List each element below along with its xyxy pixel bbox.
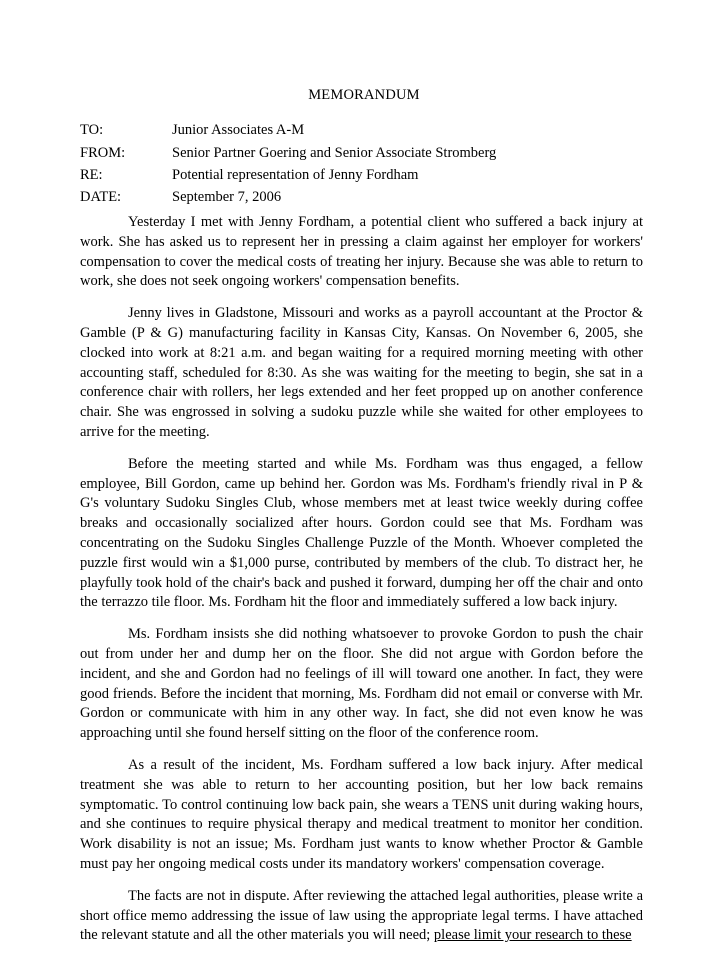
memo-body bbox=[80, 213, 643, 958]
date-value: September 7, 2006 bbox=[172, 189, 282, 205]
date-label: DATE: bbox=[80, 189, 122, 205]
underlined-instruction: please limit your research to these bbox=[433, 927, 632, 944]
paragraph: As a result of the incident, Ms. Fordham suffered a low back injury. After medical treatment she was able to return to her accounting position, but her low back remains symptomatic. To control continuing low back pain, she wears a TENS unit during waking hours, and she continues to require physical therapy and medical treatment to monitor her condition. Work disability is not an issue; Ms. Fordham just wants to know whether Proctor & Gamble must pay her ongoing medical costs under its mandatory workers' compensation coverage. bbox=[80, 756, 643, 872]
to-row bbox=[80, 121, 304, 139]
from-row bbox=[80, 144, 496, 162]
paragraph: Before the meeting started and while Ms. Fordham was thus engaged, a fellow employee, Bill Gordon, came up behind her. Gordon was Ms. Fordham's friendly rival in P & G's voluntary Sudoku Singles Club, whose members met at least twice weekly during coffee breaks and occasionally socialized after hours. Gordon could see that Ms. Fordham was concentrating on the Sudoku Singles Challenge Puzzle of the Month. Whoever completed the puzzle first would win a $1,000 purse, contributed by members of the club. To distract her, he playfully took hold of the chair's back and pushed it forward, dumping her off the chair and onto the terrazzo tile floor. Ms. Fordham hit the floor and immediately suffered a low back injury. bbox=[80, 455, 643, 611]
paragraph-final bbox=[80, 887, 643, 946]
to-value: Junior Associates A-M bbox=[172, 122, 305, 138]
paragraph: Jenny lives in Gladstone, Missouri and works as a payroll accountant at the Proctor & Gamble (P & G) manufacturing facility in Kansas City, Kansas. On November 6, 2005, she clocked into work at 8:21 a.m. and began waiting for a required morning meeting with other accounting staff, scheduled for 8:30. As she was waiting for the meeting to begin, she sat in a conference chair with rollers, her legs extended and her feet propped up on another conference chair. She was engrossed in solving a sudoku puzzle while she waited for other employees to arrive for the meeting. bbox=[80, 305, 643, 440]
from-value: Senior Partner Goering and Senior Associate Stromberg bbox=[172, 145, 497, 161]
date-row bbox=[80, 188, 281, 206]
paragraph: Yesterday I met with Jenny Fordham, a potential client who suffered a back injury at work. She has asked us to represent her in pressing a claim against her employer for workers' compensation to cover the medical costs of treating her injury. Because she was able to return to work, she does not seek ongoing workers' compensation benefits. bbox=[80, 214, 643, 290]
from-label: FROM: bbox=[80, 145, 126, 161]
memo-title: MEMORANDUM bbox=[308, 87, 420, 103]
paragraph: Ms. Fordham insists she did nothing whatsoever to provoke Gordon to push the chair out from under her and dump her on the floor. She did not argue with Gordon before the incident, and she and Gordon had no feelings of ill will toward one another. In fact, they were good friends. Before the incident that morning, Ms. Fordham did not email or converse with Mr. Gordon or communicate with him in any other way. In fact, she did not even know he was approaching until she found herself sitting on the floor of the conference room. bbox=[80, 626, 643, 742]
final-paragraph-text: The facts are not in dispute. After reviewing the attached legal authorities, please write a short office memo addressing the issue of law using the appropriate legal terms. I have attached the relevant statute and all the other materials you will need; bbox=[80, 887, 643, 944]
re-row bbox=[80, 166, 418, 184]
re-value: Potential representation of Jenny Fordham bbox=[172, 167, 419, 183]
to-label: TO: bbox=[80, 122, 104, 138]
re-label: RE: bbox=[80, 167, 103, 183]
